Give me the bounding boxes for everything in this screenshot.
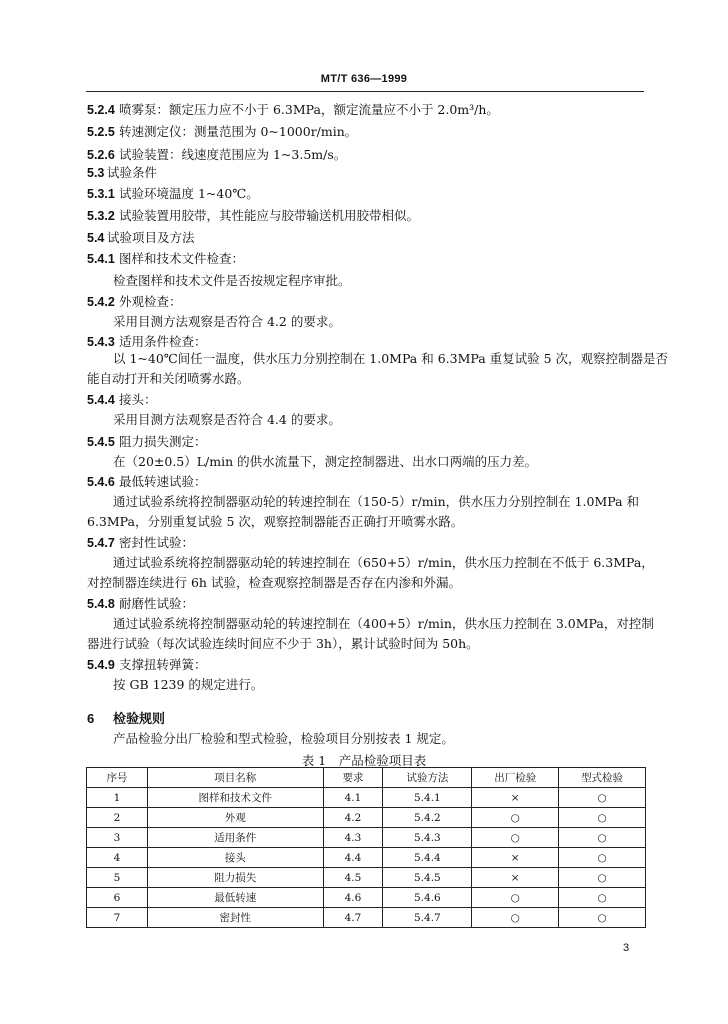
cell-serial: 3 <box>87 828 148 848</box>
col-header-requirement: 要求 <box>323 768 383 788</box>
cell-requirement: 4.2 <box>323 808 383 828</box>
cell-test-method: 5.4.1 <box>383 788 472 808</box>
cell-type-inspection: ○ <box>559 868 646 888</box>
col-header-serial: 序号 <box>87 768 148 788</box>
clause-5-2-4: 5.2.4 喷雾泵：额定压力应不小于 6.3MPa，额定流量应不小于 2.0m³/h。 <box>87 102 499 117</box>
table-caption: 表 1 产品检验项目表 <box>301 753 427 768</box>
clause-5-3-2: 5.3.2 试验装置用胶带，其性能应与胶带输送机用胶带相似。 <box>87 208 420 223</box>
clause-5-4-8-body-1: 通过试验系统将控制器驱动轮的转速控制在（400+5）r/min，供水压力控制在 3.0MPa，对控制 <box>113 616 654 631</box>
clause-5-4: 5.4 试验项目及方法 <box>87 230 195 245</box>
table-row <box>87 808 646 828</box>
table-row <box>87 888 646 908</box>
table-row <box>87 848 646 868</box>
cell-requirement: 4.3 <box>323 828 383 848</box>
table-row <box>87 908 646 928</box>
col-header-type-inspection: 型式检验 <box>559 768 646 788</box>
cell-requirement: 4.7 <box>323 908 383 928</box>
clause-5-2-6: 5.2.6 试验装置：线速度范围应为 1~3.5m/s。 <box>87 147 347 162</box>
clause-5-4-2: 5.4.2 外观检查： <box>87 294 182 309</box>
cell-factory-inspection: ○ <box>472 888 559 908</box>
cell-item-name: 接头 <box>147 848 323 868</box>
clause-5-4-9-body: 按 GB 1239 的规定进行。 <box>113 677 264 692</box>
cell-requirement: 4.6 <box>323 888 383 908</box>
cell-item-name: 阻力损失 <box>147 868 323 888</box>
cell-serial: 2 <box>87 808 148 828</box>
cell-item-name: 密封性 <box>147 908 323 928</box>
cell-factory-inspection: × <box>472 788 559 808</box>
clause-5-4-4-body: 采用目测方法观察是否符合 4.4 的要求。 <box>113 412 341 427</box>
cell-item-name: 外观 <box>147 808 323 828</box>
inspection-items-table <box>86 767 646 928</box>
cell-serial: 7 <box>87 908 148 928</box>
cell-item-name: 图样和技术文件 <box>147 788 323 808</box>
header-title: MT/T 636—1999 <box>320 73 408 85</box>
cell-factory-inspection: × <box>472 868 559 888</box>
table-row <box>87 868 646 888</box>
cell-type-inspection: ○ <box>559 788 646 808</box>
col-header-item-name: 项目名称 <box>147 768 323 788</box>
cell-requirement: 4.5 <box>323 868 383 888</box>
cell-test-method: 5.4.3 <box>383 828 472 848</box>
table-row <box>87 828 646 848</box>
header-rule <box>86 91 644 92</box>
clause-5-4-3-body-2: 能自动打开和关闭喷雾水路。 <box>87 371 250 386</box>
cell-test-method: 5.4.7 <box>383 908 472 928</box>
clause-5-4-5: 5.4.5 阻力损失测定： <box>87 434 207 449</box>
clause-5-4-1-body: 检查图样和技术文件是否按规定程序审批。 <box>113 273 351 288</box>
cell-item-name: 最低转速 <box>147 888 323 908</box>
clause-5-4-5-body: 在（20±0.5）L/min 的供水流量下，测定控制器进、出水口两端的压力差。 <box>113 454 538 469</box>
cell-test-method: 5.4.6 <box>383 888 472 908</box>
cell-serial: 1 <box>87 788 148 808</box>
cell-requirement: 4.1 <box>323 788 383 808</box>
clause-5-4-3: 5.4.3 适用条件检查： <box>87 334 207 349</box>
clause-5-4-2-body: 采用目测方法观察是否符合 4.2 的要求。 <box>113 314 341 329</box>
cell-factory-inspection: ○ <box>472 808 559 828</box>
col-header-test-method: 试验方法 <box>383 768 472 788</box>
clause-5-4-4: 5.4.4 接头： <box>87 392 157 407</box>
cell-item-name: 适用条件 <box>147 828 323 848</box>
col-header-factory-inspection: 出厂检验 <box>472 768 559 788</box>
clause-5-4-6: 5.4.6 最低转速试验： <box>87 474 207 489</box>
cell-type-inspection: ○ <box>559 828 646 848</box>
clause-5-4-8: 5.4.8 耐磨性试验： <box>87 596 195 611</box>
cell-test-method: 5.4.5 <box>383 868 472 888</box>
cell-type-inspection: ○ <box>559 908 646 928</box>
cell-factory-inspection: × <box>472 848 559 868</box>
section-6-intro: 产品检验分出厂检验和型式检验，检验项目分别按表 1 规定。 <box>113 731 454 746</box>
clause-5-4-6-body-1: 通过试验系统将控制器驱动轮的转速控制在（150-5）r/min，供水压力分别控制在 1.0MPa 和 <box>113 494 640 509</box>
cell-requirement: 4.4 <box>323 848 383 868</box>
clause-5-4-8-body-2: 器进行试验（每次试验连续时间应不少于 3h），累计试验时间为 50h。 <box>87 636 479 651</box>
clause-5-2-5: 5.2.5 转速测定仪：测量范围为 0~1000r/min。 <box>87 124 358 139</box>
cell-factory-inspection: ○ <box>472 828 559 848</box>
cell-type-inspection: ○ <box>559 848 646 868</box>
cell-type-inspection: ○ <box>559 808 646 828</box>
cell-test-method: 5.4.4 <box>383 848 472 868</box>
table-row <box>87 788 646 808</box>
clause-5-4-1: 5.4.1 图样和技术文件检查： <box>87 251 245 266</box>
clause-5-4-6-body-2: 6.3MPa，分别重复试验 5 次，观察控制器能否正确打开喷雾水路。 <box>87 514 464 529</box>
clause-5-4-7-body-1: 通过试验系统将控制器驱动轮的转速控制在（650+5）r/min，供水压力控制在不低于 6.3MPa， <box>113 555 654 570</box>
cell-serial: 5 <box>87 868 148 888</box>
cell-serial: 4 <box>87 848 148 868</box>
cell-type-inspection: ○ <box>559 888 646 908</box>
clause-5-3: 5.3 试验条件 <box>87 165 158 180</box>
page-number: 3 <box>623 942 630 954</box>
section-6-heading: 6 检验规则 <box>87 711 166 727</box>
table-header-row <box>87 768 646 788</box>
clause-5-4-3-body-1: 以 1~40℃间任一温度，供水压力分别控制在 1.0MPa 和 6.3MPa 重复试验 5 次，观察控制器是否 <box>113 351 669 366</box>
cell-test-method: 5.4.2 <box>383 808 472 828</box>
clause-5-4-7-body-2: 对控制器连续进行 6h 试验，检查观察控制器是否存在内渗和外漏。 <box>87 575 461 590</box>
cell-factory-inspection: ○ <box>472 908 559 928</box>
cell-serial: 6 <box>87 888 148 908</box>
clause-5-3-1: 5.3.1 试验环境温度 1~40℃。 <box>87 186 259 201</box>
clause-5-4-7: 5.4.7 密封性试验： <box>87 535 195 550</box>
clause-5-4-9: 5.4.9 支撑扭转弹簧： <box>87 657 207 672</box>
